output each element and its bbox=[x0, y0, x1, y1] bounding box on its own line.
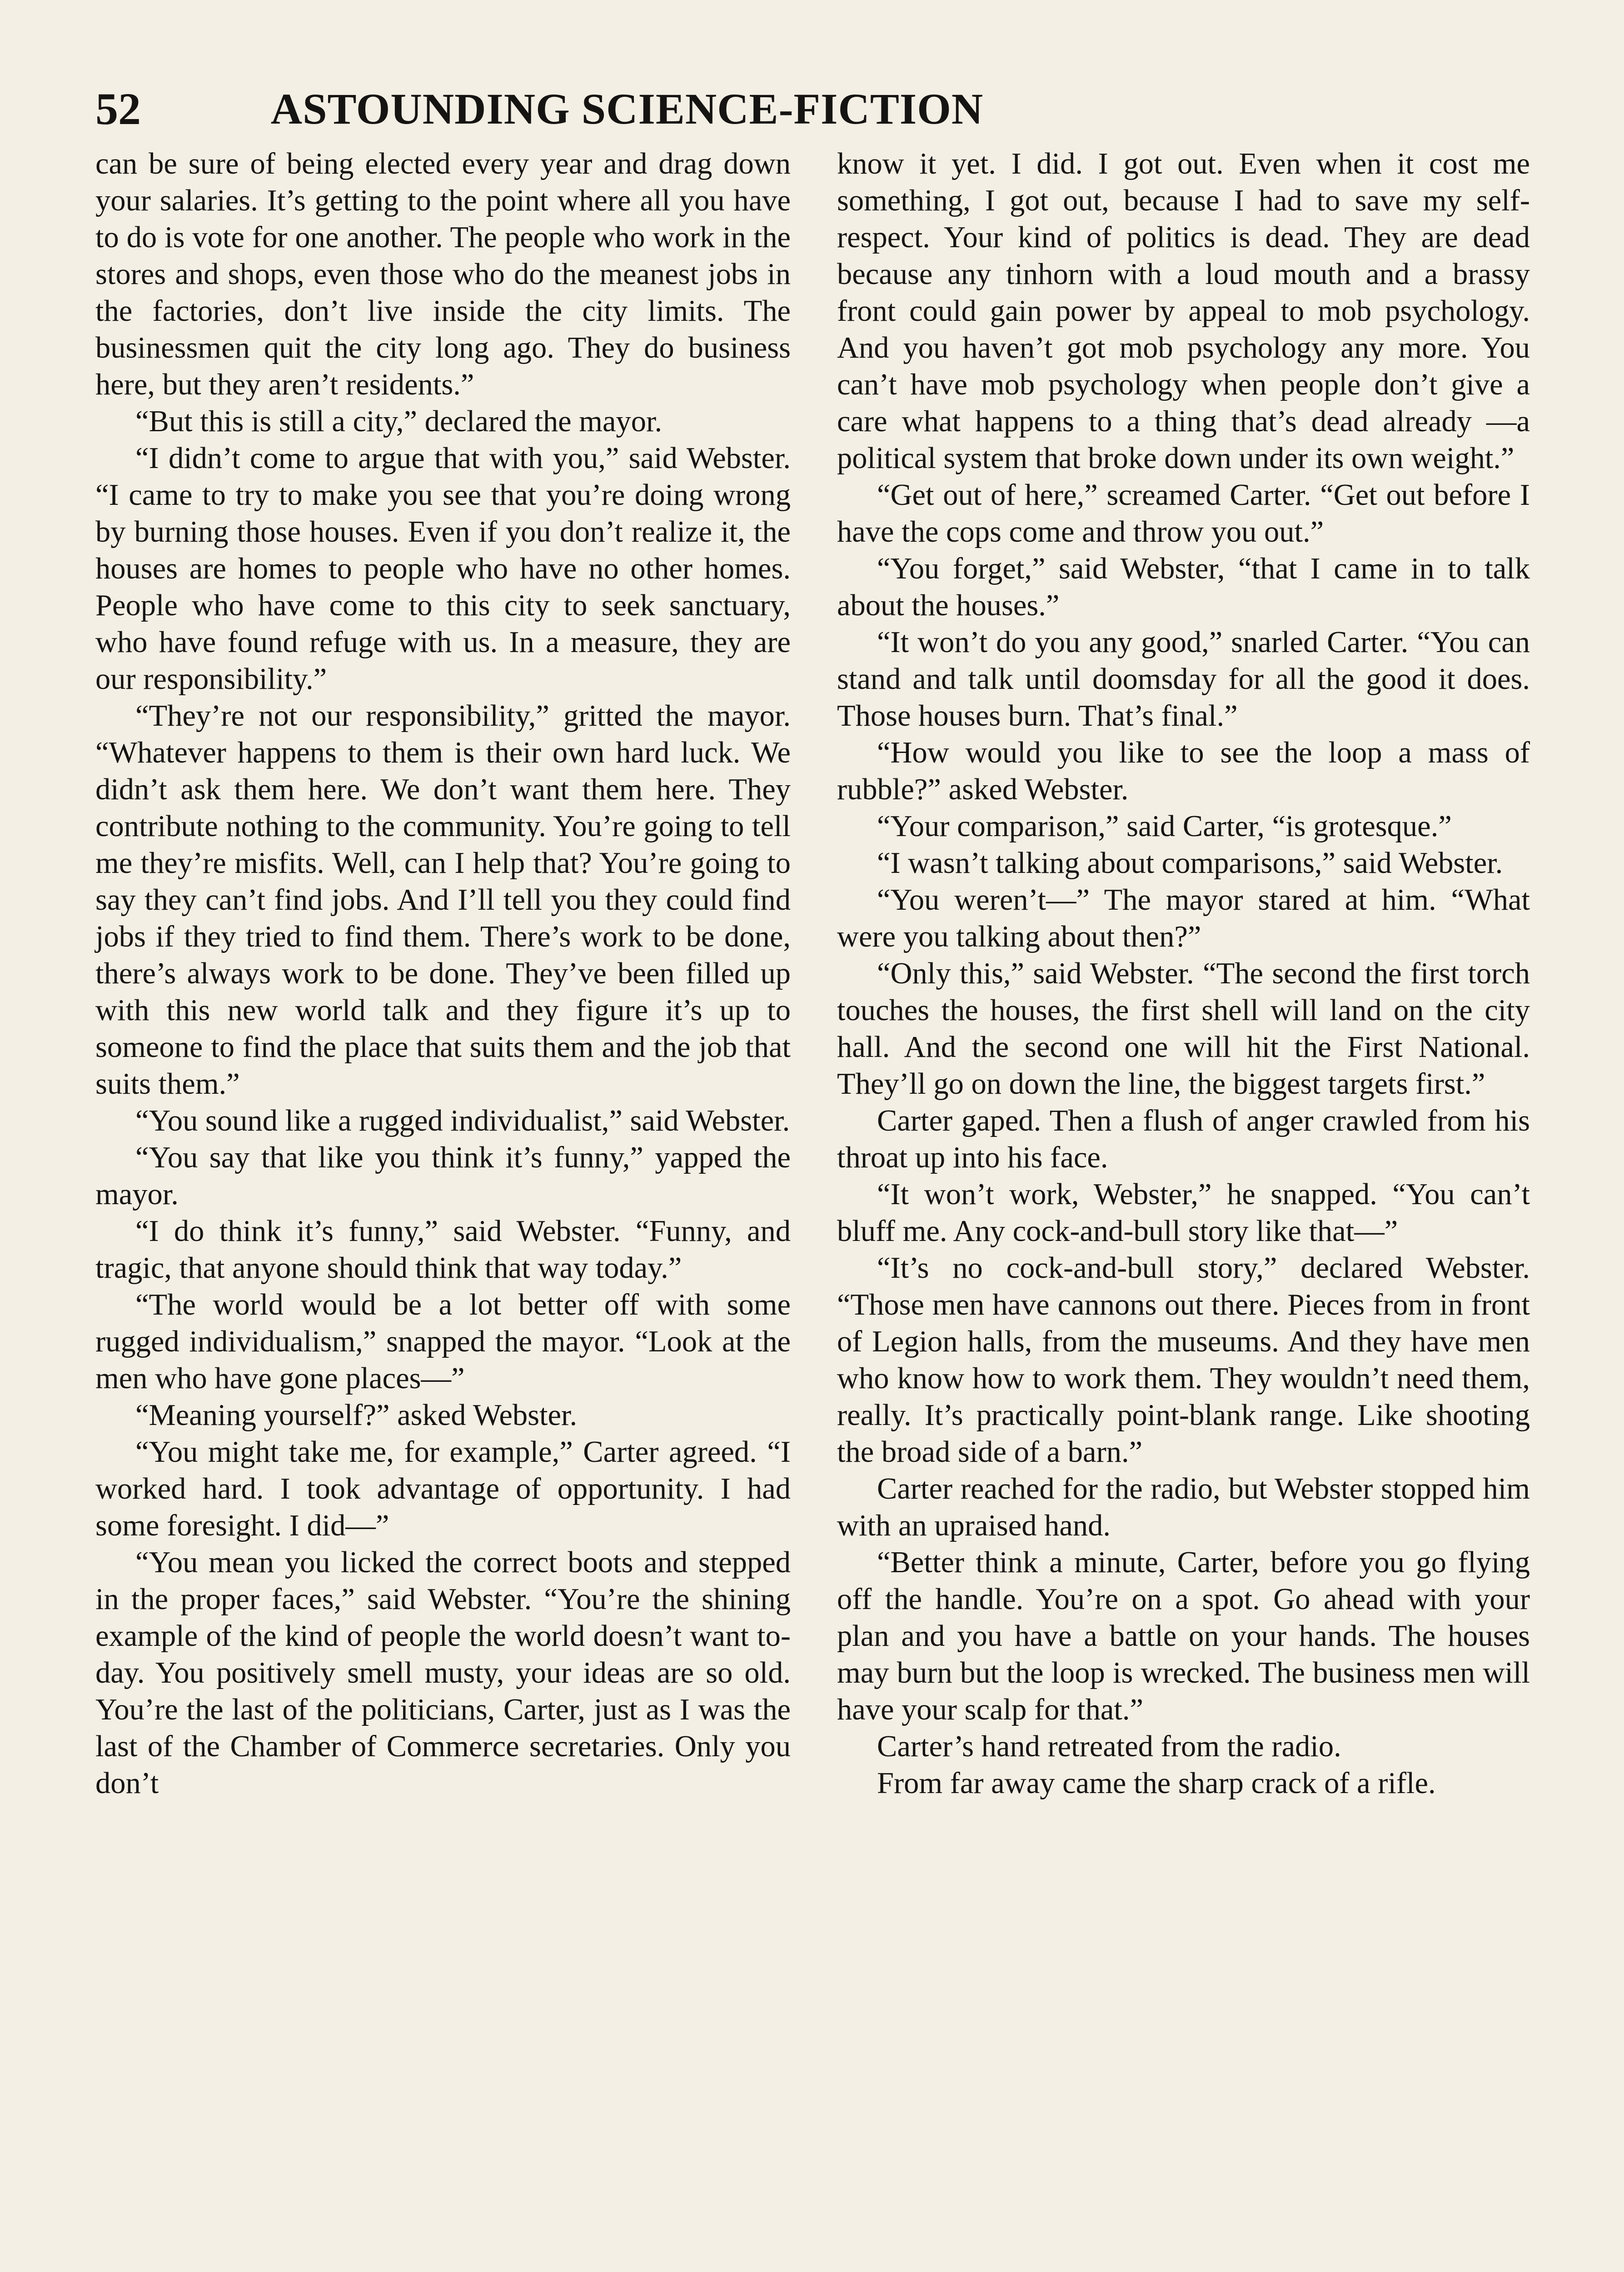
paragraph: “You sound like a rugged individualist,” said Webster. bbox=[135, 1104, 790, 1137]
page-header bbox=[95, 80, 1159, 139]
paragraph: “You weren’t—” The mayor stared at him. “What were you talking about then?” bbox=[837, 883, 1530, 953]
paragraph: “They’re not our responsibility,” gritted the mayor. “Whatever happens to them is their own hard luck. We didn’t ask them here. We don’t want them here. They contribute nothing to the community. You’re going to tell me they’re misfits. Well, can I help that? You’re going to say they can’t find jobs. And I’ll tell you they could find jobs if they tried to find them. There’s work to be done, there’s always work to be done. They’ve been filled up with this new world talk and they figure it’s up to someone to find the place that suits them and the job that suits them.” bbox=[95, 699, 791, 1101]
paragraph: “I do think it’s funny,” said Webster. “Funny, and tragic, that anyone should think that way today.” bbox=[95, 1215, 791, 1285]
paragraph: “I wasn’t talking about comparisons,” said Webster. bbox=[877, 847, 1503, 880]
page-number: 52 bbox=[95, 84, 141, 134]
left-column bbox=[95, 145, 791, 1802]
paragraph: “The world would be a lot better off with some rugged individualism,” snapped the mayor. “Look at the men who have gone places—” bbox=[95, 1288, 791, 1395]
paragraph: “It’s no cock-and-bull story,” declared Webster. “Those men have cannons out there. Pieces from in front of Legion halls, from the museums. And they have men who know how to work them. They wouldn’t need them, really. It’s practically point-blank range. Like shooting the broad side of a barn.” bbox=[837, 1251, 1530, 1469]
paragraph: From far away came the sharp crack of a rifle. bbox=[877, 1767, 1436, 1800]
paragraph: “How would you like to see the loop a mass of rubble?” asked Webster. bbox=[837, 736, 1530, 806]
paragraph: “Meaning yourself?” asked Webster. bbox=[135, 1399, 578, 1432]
paragraph: “Better think a minute, Carter, before you go flying off the handle. You’re on a spot. Go ahead with your plan and you have a battle on your hands. The houses may burn but the loop is wrecked. The business men will have your scalp for that.” bbox=[837, 1546, 1530, 1726]
paragraph: “It won’t work, Webster,” he snapped. “You can’t bluff me. Any cock-and-bull story like that—” bbox=[837, 1178, 1530, 1248]
paragraph: “It won’t do you any good,” snarled Carter. “You can stand and talk until doomsday for all the good it does. Those houses burn. That’s final.” bbox=[837, 626, 1530, 732]
paragraph: know it yet. I did. I got out. Even when it cost me something, I got out, because I had to save my self-respect. Your kind of politics is dead. They are dead because any tinhorn with a loud mouth and a brassy front could gain power by appeal to mob psychology. And you haven’t got mob psychology any more. You can’t have mob psychology when people don’t give a care what happens to a thing that’s dead already —a political system that broke down under its own weight.” bbox=[837, 147, 1530, 475]
paragraph: Carter’s hand retreated from the radio. bbox=[877, 1730, 1341, 1763]
paragraph: “I didn’t come to argue that with you,” said Webster. “I came to try to make you see that you’re doing wrong by burning those houses. Even if you don’t realize it, the houses are homes to people who have no other homes. People who have come to this city to seek sanctuary, who have found refuge with us. In a measure, they are our responsibility.” bbox=[95, 442, 791, 696]
paragraph: “Only this,” said Webster. “The second the first torch touches the houses, the first shell will land on the city hall. And the second one will hit the First National. They’ll go on down the line, the biggest targets first.” bbox=[837, 957, 1530, 1101]
paragraph: “You say that like you think it’s funny,” yapped the mayor. bbox=[95, 1141, 791, 1211]
right-column bbox=[837, 145, 1530, 1802]
paragraph: Carter reached for the radio, but Webster stopped him with an upraised hand. bbox=[837, 1472, 1530, 1542]
paragraph: “Get out of here,” screamed Carter. “Get out before I have the cops come and throw you out.” bbox=[837, 478, 1530, 548]
paragraph: “Your comparison,” said Carter, “is grotesque.” bbox=[877, 810, 1452, 843]
paragraph: “You might take me, for example,” Carter agreed. “I worked hard. I took advantage of opportunity. I had some foresight. I did—” bbox=[95, 1435, 791, 1542]
paragraph: can be sure of being elected every year and drag down your salaries. It’s getting to the point where all you have to do is vote for one another. The people who work in the stores and shops, even those who do the meanest jobs in the factories, don’t live inside the city limits. The businessmen quit the city long ago. They do business here, but they aren’t residents.” bbox=[95, 147, 791, 401]
magazine-title: ASTOUNDING SCIENCE-FICTION bbox=[270, 85, 984, 133]
paragraph: “But this is still a city,” declared the mayor. bbox=[135, 405, 663, 438]
paragraph: Carter gaped. Then a flush of anger crawled from his throat up into his face. bbox=[837, 1104, 1530, 1174]
paragraph: “You mean you licked the correct boots and stepped in the proper faces,” said Webster. “You’re the shining example of the kind of people the world doesn’t want today. You positively smell musty, your ideas are so old. You’re the last of the politicians, Carter, just as I was the last of the Chamber of Commerce secretaries. Only you don’t bbox=[95, 1546, 791, 1800]
paragraph: “You forget,” said Webster, “that I came in to talk about the houses.” bbox=[837, 552, 1530, 622]
